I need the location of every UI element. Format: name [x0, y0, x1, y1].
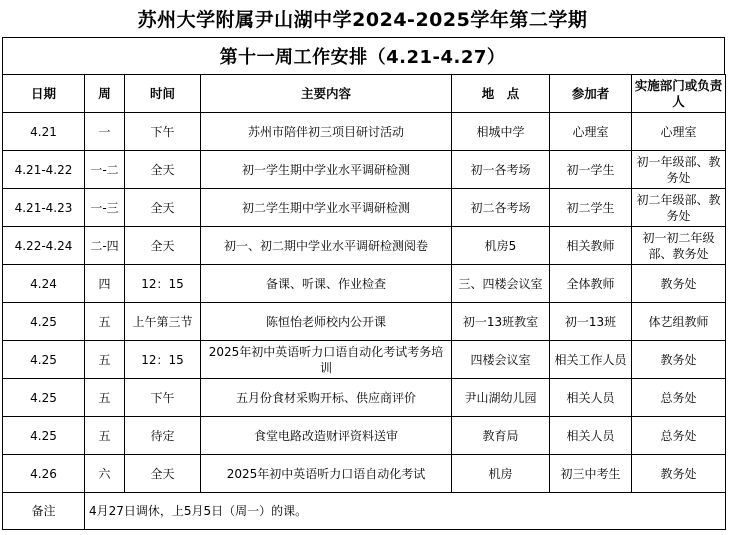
table-header-row	[3, 75, 726, 113]
cell-date: 4.22-4.24	[3, 227, 85, 265]
cell-dept: 教务处	[632, 265, 726, 303]
cell-place: 机房5	[452, 227, 550, 265]
table-row	[3, 113, 726, 151]
cell-time: 下午	[125, 113, 201, 151]
table-row	[3, 455, 726, 493]
cell-date: 4.21	[3, 113, 85, 151]
cell-time: 全天	[125, 455, 201, 493]
cell-place: 三、四楼会议室	[452, 265, 550, 303]
cell-dept: 初一初二年级部、教务处	[632, 227, 726, 265]
cell-day: 四	[85, 265, 125, 303]
cell-day: 五	[85, 379, 125, 417]
cell-day: 六	[85, 455, 125, 493]
cell-place: 四楼会议室	[452, 341, 550, 379]
cell-time: 全天	[125, 189, 201, 227]
cell-date: 4.24	[3, 265, 85, 303]
cell-attendees: 心理室	[550, 113, 632, 151]
cell-place: 机房	[452, 455, 550, 493]
cell-content: 初二学生期中学业水平调研检测	[201, 189, 452, 227]
cell-dept: 教务处	[632, 341, 726, 379]
cell-day: 二-四	[85, 227, 125, 265]
schedule-table	[2, 74, 726, 530]
table-row	[3, 265, 726, 303]
cell-day: 五	[85, 341, 125, 379]
cell-time: 待定	[125, 417, 201, 455]
cell-date: 4.25	[3, 417, 85, 455]
cell-date: 4.21-4.22	[3, 151, 85, 189]
cell-dept: 体艺组教师	[632, 303, 726, 341]
cell-content: 2025年初中英语听力口语自动化考试	[201, 455, 452, 493]
cell-date: 4.26	[3, 455, 85, 493]
cell-dept: 初一年级部、教务处	[632, 151, 726, 189]
cell-time: 全天	[125, 227, 201, 265]
document-subtitle: 第十一周工作安排（4.21-4.27）	[219, 46, 506, 68]
cell-day: 一-三	[85, 189, 125, 227]
cell-attendees: 初三中考生	[550, 455, 632, 493]
cell-place: 相城中学	[452, 113, 550, 151]
cell-attendees: 相关教师	[550, 227, 632, 265]
header-day: 周	[85, 75, 125, 113]
cell-date: 4.21-4.23	[3, 189, 85, 227]
cell-time: 上午第三节	[125, 303, 201, 341]
cell-attendees: 相关人员	[550, 417, 632, 455]
table-row	[3, 227, 726, 265]
table-row	[3, 379, 726, 417]
cell-date: 4.25	[3, 303, 85, 341]
cell-content: 陈恒怡老师校内公开课	[201, 303, 452, 341]
cell-day: 五	[85, 303, 125, 341]
cell-attendees: 初一学生	[550, 151, 632, 189]
table-row	[3, 189, 726, 227]
header-time: 时间	[125, 75, 201, 113]
cell-attendees: 相关工作人员	[550, 341, 632, 379]
table-row	[3, 151, 726, 189]
cell-day: 五	[85, 417, 125, 455]
cell-date: 4.25	[3, 379, 85, 417]
cell-time: 12：15	[125, 341, 201, 379]
cell-place: 尹山湖幼儿园	[452, 379, 550, 417]
cell-place: 教育局	[452, 417, 550, 455]
header-place: 地 点	[452, 75, 550, 113]
header-attendees: 参加者	[550, 75, 632, 113]
table-row	[3, 303, 726, 341]
cell-place: 初一各考场	[452, 151, 550, 189]
cell-dept: 初二年级部、教务处	[632, 189, 726, 227]
cell-dept: 教务处	[632, 455, 726, 493]
header-date: 日期	[3, 75, 85, 113]
table-body	[3, 113, 726, 530]
cell-content: 2025年初中英语听力口语自动化考试考务培训	[201, 341, 452, 379]
cell-content: 备课、听课、作业检查	[201, 265, 452, 303]
cell-content: 食堂电路改造财评资料送审	[201, 417, 452, 455]
cell-content: 五月份食材采购开标、供应商评价	[201, 379, 452, 417]
cell-day: 一-二	[85, 151, 125, 189]
cell-day: 一	[85, 113, 125, 151]
cell-dept: 总务处	[632, 417, 726, 455]
cell-dept: 心理室	[632, 113, 726, 151]
note-text: 4月27日调休，上5月5日（周一）的课。	[85, 493, 726, 530]
cell-dept: 总务处	[632, 379, 726, 417]
cell-time: 12：15	[125, 265, 201, 303]
cell-time: 下午	[125, 379, 201, 417]
document-title: 苏州大学附属尹山湖中学2024-2025学年第二学期	[137, 9, 588, 31]
cell-place: 初二各考场	[452, 189, 550, 227]
header-content: 主要内容	[201, 75, 452, 113]
cell-attendees: 初一13班	[550, 303, 632, 341]
table-row	[3, 341, 726, 379]
cell-date: 4.25	[3, 341, 85, 379]
cell-attendees: 初二学生	[550, 189, 632, 227]
table-row	[3, 417, 726, 455]
cell-content: 苏州市陪伴初三项目研讨活动	[201, 113, 452, 151]
cell-content: 初一学生期中学业水平调研检测	[201, 151, 452, 189]
cell-time: 全天	[125, 151, 201, 189]
note-label: 备注	[3, 493, 85, 530]
cell-attendees: 相关人员	[550, 379, 632, 417]
cell-attendees: 全体教师	[550, 265, 632, 303]
note-row	[3, 493, 726, 530]
cell-content: 初一、初二期中学业水平调研检测阅卷	[201, 227, 452, 265]
header-dept: 实施部门或负责人	[632, 75, 726, 113]
cell-place: 初一13班教室	[452, 303, 550, 341]
